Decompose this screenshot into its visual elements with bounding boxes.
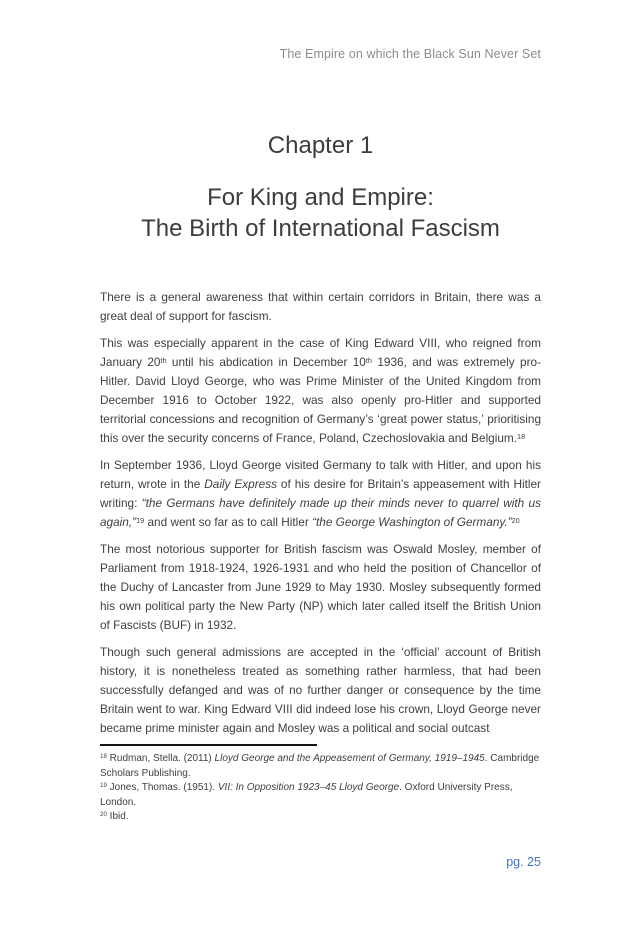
chapter-title-line2: The Birth of International Fascism	[141, 215, 500, 242]
paragraph-3: In September 1936, Lloyd George visited Germany to talk with Hitler, and upon his return, wrote in the Daily Express of his desire for Britain’s appeasement with Hitler writing: “the Germans have definitely made up their minds never to quarrel with us again,”$^{19}$ and went so far as to call Hitler “the George Washington of Germany.”$^{20}$	[100, 458, 541, 529]
chapter-title-line1: For King and Empire:	[207, 184, 434, 211]
footnotes-section	[100, 744, 541, 825]
paragraph-1: There is a general awareness that within certain corridors in Britain, there was a great deal of support for fascism.	[100, 290, 541, 323]
footnote-19: $^{19}$ Jones, Thomas. (1951). VII: In Opposition 1923–45 Lloyd George. Oxford University Press, London.	[100, 782, 513, 808]
running-header-title: The Empire on which the Black Sun Never Set	[279, 47, 541, 61]
paragraph-5: Though such general admissions are accepted in the ‘official’ account of British history, it is nonetheless treated as something rather harmless, that had been successfully defanged and was of no further danger or consequence by the time Britain went to war. King Edward VIII did indeed lose his crown, Lloyd George never became prime minister again and Mosley was a political and social outcast	[100, 645, 541, 735]
footnote-18: $^{18}$ Rudman, Stella. (2011) Lloyd George and the Appeasement of Germany, 1919–1945. Cambridge Scholars Publishing.	[100, 753, 540, 779]
paragraph-2: This was especially apparent in the case of King Edward VIII, who reigned from January 20th until his abdication in December 10th 1936, and was extremely pro-Hitler. David Lloyd George, who was Prime Minister of the United Kingdom from December 1916 to October 1922, was also openly pro-Hitler and supported territorial concessions and recognition of Germany’s ‘great power status,’ prioritising this over the security concerns of France, Poland, Czechoslovakia and Belgium.$^{18}$	[100, 336, 542, 445]
page-footer	[100, 855, 541, 869]
page-number: pg. 25	[506, 855, 541, 869]
chapter-title	[100, 182, 541, 244]
paragraph-4: The most notorious supporter for British fascism was Oswald Mosley, member of Parliament from 1918-1924, 1926-1931 and who held the position of Chancellor of the Duchy of Lancaster from June 1929 to May 1930. Mosley subsequently formed his own political party the New Party (NP) which later called itself the British Union of Fascists (BUF) in 1932.	[100, 542, 541, 632]
body-text	[100, 288, 541, 825]
chapter-heading-group	[100, 131, 541, 244]
running-header	[100, 47, 541, 61]
footnote-20: $^{20}$ Ibid.	[100, 811, 129, 822]
chapter-heading: Chapter 1	[267, 132, 374, 159]
footnote-separator	[100, 744, 317, 746]
